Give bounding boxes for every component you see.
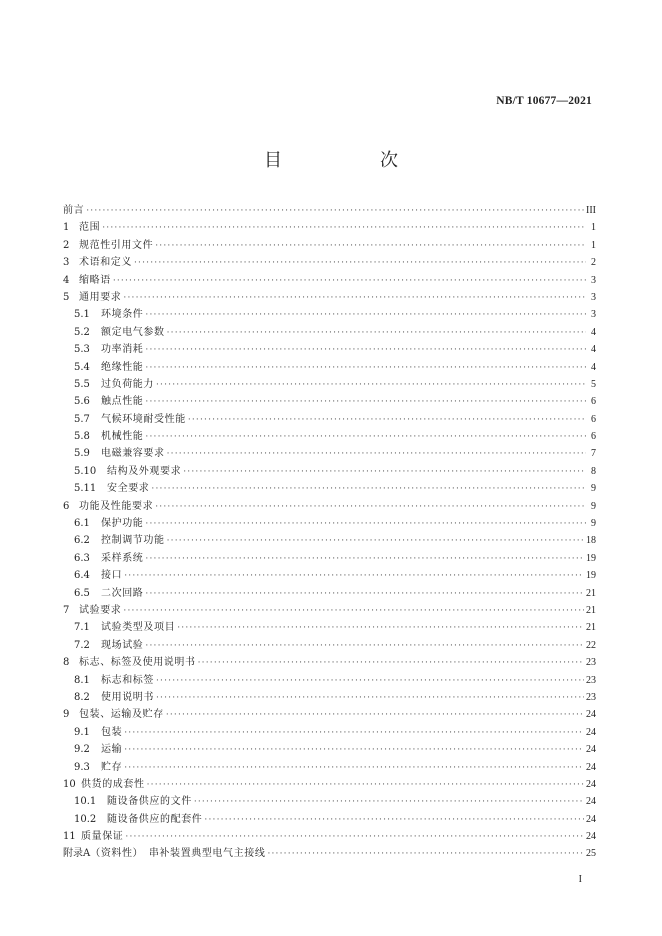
toc-entry-label: 随设备供应的配套件: [107, 813, 203, 825]
toc-entry-label: 使用说明书: [101, 691, 154, 703]
toc-entry-page: 9: [591, 500, 596, 512]
toc-leader-dots: [156, 673, 584, 690]
toc-leader-dots: [134, 255, 586, 272]
toc-entry[interactable]: [63, 532, 596, 549]
toc-entry-label: 现场试验: [101, 639, 144, 651]
toc-entry-number: 7.2: [74, 639, 90, 651]
toc-entry[interactable]: [63, 689, 596, 706]
toc-leader-dots: [151, 481, 586, 498]
toc-entry-number: 10.2: [74, 813, 97, 825]
toc-entry-number: 5.8: [74, 431, 90, 443]
toc-leader-dots: [86, 203, 584, 220]
toc-entry-label: 功能及性能要求: [79, 500, 154, 512]
toc-entry-label: 试验类型及项目: [101, 622, 176, 634]
toc-entry[interactable]: [63, 741, 596, 758]
toc-entry[interactable]: [63, 463, 596, 480]
toc-entry-page: 23: [586, 674, 596, 686]
toc-entry-number: 5.6: [74, 396, 90, 408]
toc-entry-number: 10.1: [74, 796, 97, 808]
toc-entry[interactable]: [63, 480, 596, 497]
toc-entry-page: 21: [586, 604, 596, 616]
toc-entry-number: 9.2: [74, 744, 90, 756]
toc-entry-label: （资料性） 串补装置典型电气主接线: [90, 848, 266, 860]
toc-entry[interactable]: [63, 341, 596, 358]
toc-leader-dots: [145, 586, 584, 603]
toc-leader-dots: [156, 690, 584, 707]
toc-entry[interactable]: [63, 324, 596, 341]
toc-entry-number: 8: [63, 657, 70, 669]
toc-entry[interactable]: [63, 654, 596, 671]
toc-entry-number: 6.5: [74, 587, 90, 599]
toc-entry-page: 5: [591, 378, 596, 390]
toc-entry-page: 2: [591, 257, 596, 269]
toc-entry-label: 运输: [101, 744, 123, 756]
toc-entry-page: 9: [591, 483, 596, 495]
toc-entry-label: 功率消耗: [101, 344, 144, 356]
toc-leader-dots: [145, 516, 586, 533]
document-code: NB/T 10677—2021: [496, 95, 592, 107]
toc-entry[interactable]: [63, 359, 596, 376]
toc-leader-dots: [145, 551, 584, 568]
toc-leader-dots: [102, 220, 586, 237]
toc-entry-page: 23: [586, 657, 596, 669]
toc-entry-page: 3: [591, 274, 596, 286]
toc-entry-page: 24: [586, 744, 596, 756]
toc-entry-number: 5.11: [74, 483, 97, 495]
toc-entry-number: 11: [63, 831, 76, 843]
toc-entry-page: 1: [591, 239, 596, 251]
toc-leader-dots: [124, 725, 584, 742]
toc-leader-dots: [183, 464, 586, 481]
toc-entry-page: 25: [586, 848, 596, 860]
toc-entry-number: 8.1: [74, 674, 90, 686]
toc-leader-dots: [167, 533, 584, 550]
toc-leader-dots: [124, 568, 584, 585]
toc-entry-page: 7: [591, 448, 596, 460]
toc-entry-number: 4: [63, 274, 70, 286]
toc-entry-label: 标志、标签及使用说明书: [79, 657, 196, 669]
toc-entry-number: 1: [63, 222, 70, 234]
toc-entry-page: III: [586, 205, 596, 216]
toc-leader-dots: [177, 620, 584, 637]
toc-entry-label: 结构及外观要求: [107, 465, 182, 477]
toc-entry[interactable]: [63, 811, 596, 828]
toc-leader-dots: [167, 446, 586, 463]
toc-entry-label: 随设备供应的文件: [107, 796, 192, 808]
toc-title: 目 次: [264, 150, 438, 171]
toc-leader-dots: [123, 290, 586, 307]
toc-entry[interactable]: [63, 828, 596, 845]
toc-entry-page: 24: [586, 778, 596, 790]
toc-entry-label: 过负荷能力: [101, 378, 154, 390]
toc-entry-number: 5.10: [74, 465, 97, 477]
toc-entry-label: 控制调节功能: [101, 535, 165, 547]
toc-leader-dots: [155, 499, 586, 516]
toc-entry-page: 24: [586, 813, 596, 825]
toc-entry-page: 19: [586, 570, 596, 582]
toc-entry-number: 5.1: [74, 309, 90, 321]
toc-leader-dots: [198, 655, 584, 672]
table-of-contents: [63, 202, 596, 863]
toc-entry-number: 5: [63, 291, 70, 303]
toc-leader-dots: [145, 394, 586, 411]
toc-entry-page: 4: [591, 361, 596, 373]
toc-entry-page: 21: [586, 587, 596, 599]
toc-entry-page: 1: [591, 222, 596, 234]
toc-entry-label: 包装: [101, 726, 123, 738]
toc-leader-dots: [145, 307, 586, 324]
toc-entry-label: 采样系统: [101, 552, 144, 564]
toc-entry-label: 前言: [63, 205, 85, 216]
toc-entry-label: 试验要求: [79, 604, 122, 616]
toc-entry-label: 安全要求: [107, 483, 150, 495]
toc-entry-page: 24: [586, 761, 596, 773]
toc-entry[interactable]: [63, 585, 596, 602]
toc-entry-label: 范围: [79, 222, 101, 234]
page-number: I: [578, 874, 582, 885]
toc-leader-dots: [166, 707, 584, 724]
toc-entry-number: 9: [63, 709, 70, 721]
toc-entry-page: 3: [591, 291, 596, 303]
toc-leader-dots: [145, 429, 586, 446]
toc-entry-label: 绝缘性能: [101, 361, 144, 373]
toc-entry[interactable]: [63, 219, 596, 236]
toc-entry-number: 5.9: [74, 448, 90, 460]
toc-leader-dots: [145, 342, 586, 359]
toc-entry[interactable]: [63, 793, 596, 810]
toc-entry-number: 6.2: [74, 535, 90, 547]
toc-entry-label: 机械性能: [101, 431, 144, 443]
toc-entry[interactable]: [63, 515, 596, 532]
toc-entry[interactable]: [63, 306, 596, 323]
toc-entry-number: 5.4: [74, 361, 90, 373]
toc-entry-page: 21: [586, 622, 596, 634]
toc-entry-number: 6.4: [74, 570, 90, 582]
toc-entry-label: 额定电气参数: [101, 326, 165, 338]
toc-entry-page: 6: [591, 396, 596, 408]
toc-entry-label: 标志和标签: [101, 674, 154, 686]
toc-entry-page: 24: [586, 831, 596, 843]
toc-entry[interactable]: [63, 272, 596, 289]
toc-entry-page: 19: [586, 552, 596, 564]
toc-leader-dots: [194, 794, 584, 811]
toc-entry-number: 10: [63, 778, 76, 790]
toc-entry-number: 7.1: [74, 622, 90, 634]
toc-leader-dots: [113, 273, 586, 290]
toc-entry-label: 质量保证: [81, 831, 124, 843]
toc-leader-dots: [204, 812, 584, 829]
toc-entry-label: 术语和定义: [79, 257, 132, 269]
toc-entry[interactable]: [63, 428, 596, 445]
toc-entry-number: 5.3: [74, 344, 90, 356]
toc-entry-page: 4: [591, 326, 596, 338]
toc-entry[interactable]: [63, 237, 596, 254]
toc-entry-page: 18: [586, 535, 596, 547]
toc-entry[interactable]: [63, 289, 596, 306]
toc-entry-page: 9: [591, 518, 596, 530]
toc-entry-number: 5.5: [74, 378, 90, 390]
toc-entry-label: 通用要求: [79, 291, 122, 303]
toc-entry[interactable]: [63, 376, 596, 393]
toc-leader-dots: [145, 360, 586, 377]
toc-entry-label: 气候环境耐受性能: [101, 413, 186, 425]
toc-entry[interactable]: [63, 254, 596, 271]
toc-leader-dots: [267, 846, 584, 863]
toc-entry[interactable]: [63, 445, 596, 462]
toc-entry[interactable]: [63, 411, 596, 428]
toc-entry-page: 4: [591, 344, 596, 356]
toc-leader-dots: [123, 603, 584, 620]
toc-entry-label: 环境条件: [101, 309, 144, 321]
toc-entry[interactable]: [63, 706, 596, 723]
toc-entry-page: 22: [586, 639, 596, 651]
toc-leader-dots: [124, 742, 584, 759]
toc-entry[interactable]: [63, 202, 596, 219]
toc-leader-dots: [156, 377, 586, 394]
toc-entry[interactable]: [63, 759, 596, 776]
toc-entry[interactable]: [63, 637, 596, 654]
toc-entry[interactable]: [63, 776, 596, 793]
toc-entry-label: 电磁兼容要求: [101, 448, 165, 460]
toc-entry-number: 3: [63, 257, 70, 269]
toc-leader-dots: [188, 412, 586, 429]
toc-leader-dots: [125, 829, 584, 846]
toc-entry-page: 6: [591, 413, 596, 425]
toc-entry-page: 24: [586, 796, 596, 808]
toc-entry-label: 缩略语: [79, 274, 111, 286]
toc-entry-label: 供货的成套性: [81, 778, 145, 790]
toc-entry-label: 触点性能: [101, 396, 144, 408]
toc-entry[interactable]: [63, 393, 596, 410]
toc-leader-dots: [167, 325, 586, 342]
toc-leader-dots: [147, 777, 584, 794]
toc-entry-label: 贮存: [101, 761, 123, 773]
toc-entry-number: 5.7: [74, 413, 90, 425]
toc-entry[interactable]: [63, 567, 596, 584]
toc-leader-dots: [124, 760, 584, 777]
toc-entry-label: 规范性引用文件: [79, 239, 154, 251]
toc-entry-number: 6.3: [74, 552, 90, 564]
toc-entry-page: 23: [586, 691, 596, 703]
toc-entry-label: 包装、运输及贮存: [79, 709, 164, 721]
toc-leader-dots: [145, 638, 584, 655]
toc-entry-label: 二次回路: [101, 587, 144, 599]
toc-entry-page: 24: [586, 726, 596, 738]
toc-entry-page: 24: [586, 709, 596, 721]
toc-entry-number: 7: [63, 604, 70, 616]
toc-entry[interactable]: [63, 845, 596, 862]
toc-entry[interactable]: [63, 672, 596, 689]
toc-leader-dots: [155, 238, 586, 255]
toc-entry[interactable]: [63, 602, 596, 619]
toc-entry-number: 9.1: [74, 726, 90, 738]
toc-entry-number: 8.2: [74, 691, 90, 703]
toc-entry-number: 9.3: [74, 761, 90, 773]
toc-entry[interactable]: [63, 498, 596, 515]
toc-entry-number: 附录A: [63, 848, 91, 860]
toc-entry-number: 6.1: [74, 518, 90, 530]
toc-entry-page: 8: [591, 465, 596, 477]
toc-entry[interactable]: [63, 724, 596, 741]
toc-entry[interactable]: [63, 550, 596, 567]
toc-entry-number: 5.2: [74, 326, 90, 338]
toc-entry-page: 6: [591, 431, 596, 443]
toc-entry[interactable]: [63, 619, 596, 636]
toc-entry-number: 2: [63, 239, 70, 251]
toc-entry-page: 3: [591, 309, 596, 321]
toc-entry-number: 6: [63, 500, 70, 512]
toc-entry-label: 保护功能: [101, 518, 144, 530]
toc-entry-label: 接口: [101, 570, 123, 582]
